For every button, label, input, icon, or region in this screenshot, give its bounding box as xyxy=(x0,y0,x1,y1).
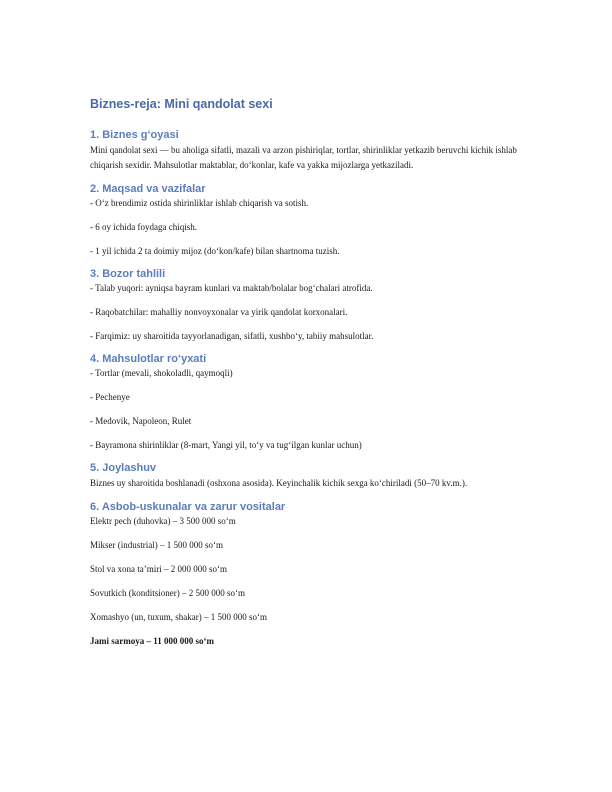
list-item: - Bayramona shirinliklar (8-mart, Yangi yil, to‘y va tug‘ilgan kunlar uchun) xyxy=(90,440,362,450)
document-title: Biznes-reja: Mini qandolat sexi xyxy=(90,97,273,111)
list-item: - Medovik, Napoleon, Rulet xyxy=(90,416,192,426)
list-item: - Farqimiz: uy sharoitida tayyorlanadigan, sifatli, xushbo‘y, tabiiy mahsulotlar. xyxy=(90,331,374,341)
section-location xyxy=(90,462,530,491)
section-market-analysis xyxy=(90,268,530,343)
list-item: - Pechenye xyxy=(90,392,130,402)
list-item: - Talab yuqori: ayniqsa bayram kunlari va maktab/bolalar bog‘chalari atrofida. xyxy=(90,283,373,293)
section-heading: 5. Joylashuv xyxy=(90,462,157,474)
list-item: - Raqobatchilar: mahalliy nonvoyxonalar va yirik qandolat korxonalari. xyxy=(90,307,348,317)
list-item: Stol va xona ta’miri – 2 000 000 so‘m xyxy=(90,564,227,574)
list-item: Sovutkich (konditsioner) – 2 500 000 so‘m xyxy=(90,588,245,598)
section-heading: 6. Asbob-uskunalar va zarur vositalar xyxy=(90,501,286,513)
section-products xyxy=(90,353,530,452)
section-heading: 3. Bozor tahlili xyxy=(90,268,166,280)
list-item: Mikser (industrial) – 1 500 000 so‘m xyxy=(90,540,223,550)
section-heading: 4. Mahsulotlar ro‘yxati xyxy=(90,353,207,365)
list-item: - O‘z brendimiz ostida shirinliklar ishlab chiqarish va sotish. xyxy=(90,198,309,208)
section-equipment xyxy=(90,501,530,648)
list-item: - Tortlar (mevali, shokoladli, qaymoqli) xyxy=(90,368,233,378)
total-investment: Jami sarmoya – 11 000 000 so‘m xyxy=(90,636,214,646)
paragraph: Mini qandolat sexi — bu aholiga sifatli, mazali va arzon pishiriqlar, tortlar, shirinliklar yetkazib beruvchi kichik ishlab chiqarish sexidir. Mahsulotlar maktablar, do‘konlar, kafe va yakka mijozlarga yetkaziladi. xyxy=(90,145,517,170)
section-business-idea xyxy=(90,129,530,173)
section-goals xyxy=(90,183,530,258)
document-body xyxy=(90,97,530,658)
list-item: - 6 oy ichida foydaga chiqish. xyxy=(90,222,197,232)
list-item: Elektr pech (duhovka) – 3 500 000 so‘m xyxy=(90,516,236,526)
list-item: Xomashyo (un, tuxum, shakar) – 1 500 000 so‘m xyxy=(90,612,267,622)
list-item: - 1 yil ichida 2 ta doimiy mijoz (do‘kon/kafe) bilan shartnoma tuzish. xyxy=(90,246,340,256)
section-heading: 1. Biznes g‘oyasi xyxy=(90,129,179,141)
section-heading: 2. Maqsad va vazifalar xyxy=(90,183,206,195)
paragraph: Biznes uy sharoitida boshlanadi (oshxona asosida). Keyinchalik kichik sexga ko‘chiriladi (50–70 kv.m.). xyxy=(90,478,468,488)
